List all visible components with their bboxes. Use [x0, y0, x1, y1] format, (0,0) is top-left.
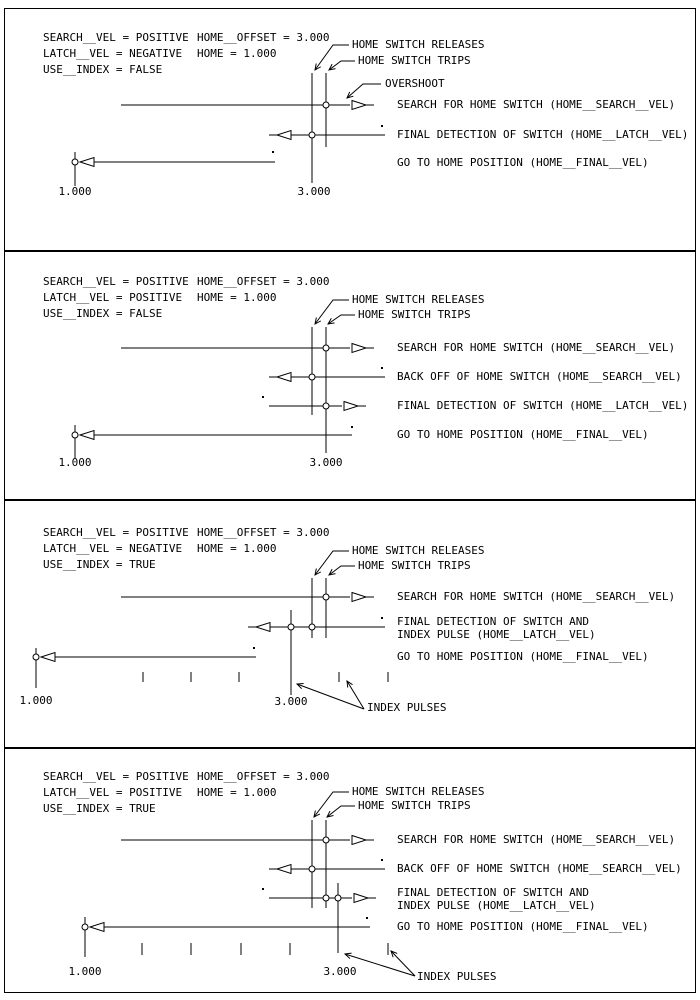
- panel4-step-back-off: BACK OFF OF HOME SWITCH (HOME__SEARCH__VEL): [397, 862, 682, 875]
- panel4-step-latch-line2: INDEX PULSE (HOME__LATCH__VEL): [397, 899, 596, 912]
- panel1-offset-position-label: 3.000: [297, 185, 331, 198]
- panel3-step-latch-line2: INDEX PULSE (HOME__LATCH__VEL): [397, 628, 596, 641]
- panel4-config-home: HOME = 1.000: [197, 786, 277, 799]
- panel2-config-search-vel: SEARCH__VEL = POSITIVE: [43, 275, 189, 288]
- panel2-step-latch: FINAL DETECTION OF SWITCH (HOME__LATCH__VEL): [397, 399, 689, 412]
- panel2-callout-releases: HOME SWITCH RELEASES: [352, 293, 485, 306]
- panel1-config-home: HOME = 1.000: [197, 47, 277, 60]
- panel4-callout-trips: HOME SWITCH TRIPS: [358, 799, 471, 812]
- panel1-step-go-home: GO TO HOME POSITION (HOME__FINAL__VEL): [397, 156, 649, 169]
- panel4-config-home-offset: HOME__OFFSET = 3.000: [197, 770, 330, 783]
- panel3-config-latch-vel: LATCH__VEL = NEGATIVE: [43, 542, 183, 555]
- panel2-config-use-index: USE__INDEX = FALSE: [43, 307, 163, 320]
- panel3-home-position-label: 1.000: [19, 694, 53, 707]
- panel2-home-position-label: 1.000: [58, 456, 92, 469]
- panel1-config-use-index: USE__INDEX = FALSE: [43, 63, 163, 76]
- panel3-step-go-home: GO TO HOME POSITION (HOME__FINAL__VEL): [397, 650, 649, 663]
- panel3-callout-releases: HOME SWITCH RELEASES: [352, 544, 485, 557]
- panel3-callout-trips: HOME SWITCH TRIPS: [358, 559, 471, 572]
- panel3-config-use-index: USE__INDEX = TRUE: [43, 558, 156, 571]
- panel1-home-position-label: 1.000: [58, 185, 92, 198]
- panel3-linework: [33, 551, 388, 709]
- panel2-config-home-offset: HOME__OFFSET = 3.000: [197, 275, 330, 288]
- panel1-config-latch-vel: LATCH__VEL = NEGATIVE: [43, 47, 183, 60]
- panel4-step-go-home: GO TO HOME POSITION (HOME__FINAL__VEL): [397, 920, 649, 933]
- panel2-callout-trips: HOME SWITCH TRIPS: [358, 308, 471, 321]
- panel1-callout-trips: HOME SWITCH TRIPS: [358, 54, 471, 67]
- panel4-step-search: SEARCH FOR HOME SWITCH (HOME__SEARCH__VEL): [397, 833, 676, 846]
- panel3-callout-index-pulses: INDEX PULSES: [367, 701, 447, 714]
- panel3-step-search: SEARCH FOR HOME SWITCH (HOME__SEARCH__VEL): [397, 590, 676, 603]
- panel2-config-home: HOME = 1.000: [197, 291, 277, 304]
- panel4-callout-index-pulses: INDEX PULSES: [417, 970, 497, 983]
- panel4-linework: [82, 792, 415, 976]
- panel2-step-back-off: BACK OFF OF HOME SWITCH (HOME__SEARCH__VEL): [397, 370, 682, 383]
- panel2-linework: [72, 300, 385, 458]
- panel3-offset-position-label: 3.000: [274, 695, 308, 708]
- panel2-step-go-home: GO TO HOME POSITION (HOME__FINAL__VEL): [397, 428, 649, 441]
- panel4-config-use-index: USE__INDEX = TRUE: [43, 802, 156, 815]
- panel2-step-search: SEARCH FOR HOME SWITCH (HOME__SEARCH__VEL): [397, 341, 676, 354]
- panel2-offset-position-label: 3.000: [309, 456, 343, 469]
- panel4-home-position-label: 1.000: [68, 965, 102, 978]
- panel1-step-search: SEARCH FOR HOME SWITCH (HOME__SEARCH__VEL): [397, 98, 676, 111]
- panel2-config-latch-vel: LATCH__VEL = POSITIVE: [43, 291, 183, 304]
- panel3-step-latch-line1: FINAL DETECTION OF SWITCH AND: [397, 615, 590, 628]
- panel4-offset-position-label: 3.000: [323, 965, 357, 978]
- panel1-config-home-offset: HOME__OFFSET = 3.000: [197, 31, 330, 44]
- panel3-config-home: HOME = 1.000: [197, 542, 277, 555]
- panel4-config-latch-vel: LATCH__VEL = POSITIVE: [43, 786, 183, 799]
- panel3-config-home-offset: HOME__OFFSET = 3.000: [197, 526, 330, 539]
- panel4-callout-releases: HOME SWITCH RELEASES: [352, 785, 485, 798]
- panel1-callout-overshoot: OVERSHOOT: [385, 77, 445, 90]
- panel1-step-latch: FINAL DETECTION OF SWITCH (HOME__LATCH__VEL): [397, 128, 689, 141]
- panel4-config-search-vel: SEARCH__VEL = POSITIVE: [43, 770, 189, 783]
- panel4-step-latch-line1: FINAL DETECTION OF SWITCH AND: [397, 886, 590, 899]
- panel1-callout-releases: HOME SWITCH RELEASES: [352, 38, 485, 51]
- panel1-config-search-vel: SEARCH__VEL = POSITIVE: [43, 31, 189, 44]
- panel3-config-search-vel: SEARCH__VEL = POSITIVE: [43, 526, 189, 539]
